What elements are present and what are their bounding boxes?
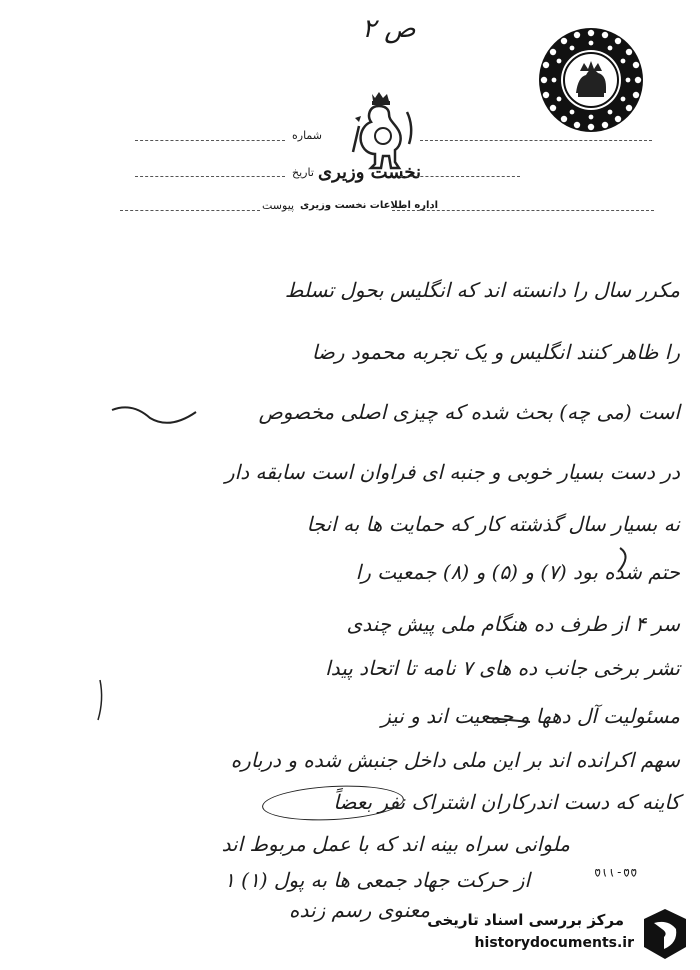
handwritten-line: کاینه که دست اندرکاران اشتراک نفر بعضاً: [333, 790, 680, 814]
attachment-label: پیوست: [262, 199, 295, 212]
handwritten-line: نه بسیار سال گذشته کار که حمایت ها به انجا: [306, 512, 680, 536]
handwritten-line: حتم شده بود (۷) و (۵) و (۸) جمعیت را: [355, 560, 680, 584]
document-number: ۵۵-۱۱۵: [594, 866, 638, 880]
handwritten-line: معنوی رسم زنده: [288, 898, 430, 922]
right-field-line-1: [420, 140, 652, 141]
handwritten-line: مسئولیت آل دهها و جمعیت اند و نیز: [381, 704, 680, 728]
lion-and-sun-emblem: [345, 92, 417, 172]
office-name: نخست وزیری: [318, 162, 422, 183]
watermark-url: historydocuments.ir: [474, 935, 634, 951]
date-field-line: [135, 176, 285, 177]
attachment-field-line: [120, 210, 260, 211]
handwritten-line: در دست بسیار خوبی و جنبه ای فراوان است سابقه دار: [225, 460, 680, 484]
handwritten-line: تشر برخی جانب ده های ۷ نامه تا اتحاد پیدا: [325, 656, 680, 680]
number-label: شماره: [292, 129, 323, 142]
handwritten-line: است (می چه) بحث شده که چیزی اصلی مخصوص: [258, 400, 680, 424]
handwritten-line: ملوانی سراه بینه اند که با عمل مربوط اند: [221, 832, 570, 856]
department-name: اداره اطلاعات نخست وزیری: [300, 200, 439, 211]
right-field-line-2: [400, 176, 520, 177]
handwritten-line: از حرکت جهاد جمعی ها به پول (۱) ۱: [224, 868, 530, 892]
circled-phrase-mark: [261, 782, 405, 823]
official-seal: [536, 25, 646, 135]
handwritten-line: سهم اکرانده اند بر این ملی داخل جنبش شده و درباره: [230, 748, 680, 772]
date-label: تاریخ: [292, 166, 314, 179]
right-field-line-3: [392, 210, 654, 211]
archive-watermark: [412, 905, 694, 965]
watermark-title: مرکز بررسی اسناد تاریخی: [427, 911, 624, 929]
number-field-line: [135, 140, 285, 141]
handwritten-line: سر ۴ از طرف ده هنگام ملی پیش چندی: [346, 612, 680, 636]
handwritten-line: مکرر سال را دانسته اند که انگلیس بحول تسلط: [284, 278, 680, 302]
handwritten-line: را ظاهر کنند انگلیس و یک تجربه محمود رضا: [311, 340, 680, 364]
archive-logo-icon: [640, 907, 690, 961]
corner-mark: ص ۲: [362, 14, 416, 44]
